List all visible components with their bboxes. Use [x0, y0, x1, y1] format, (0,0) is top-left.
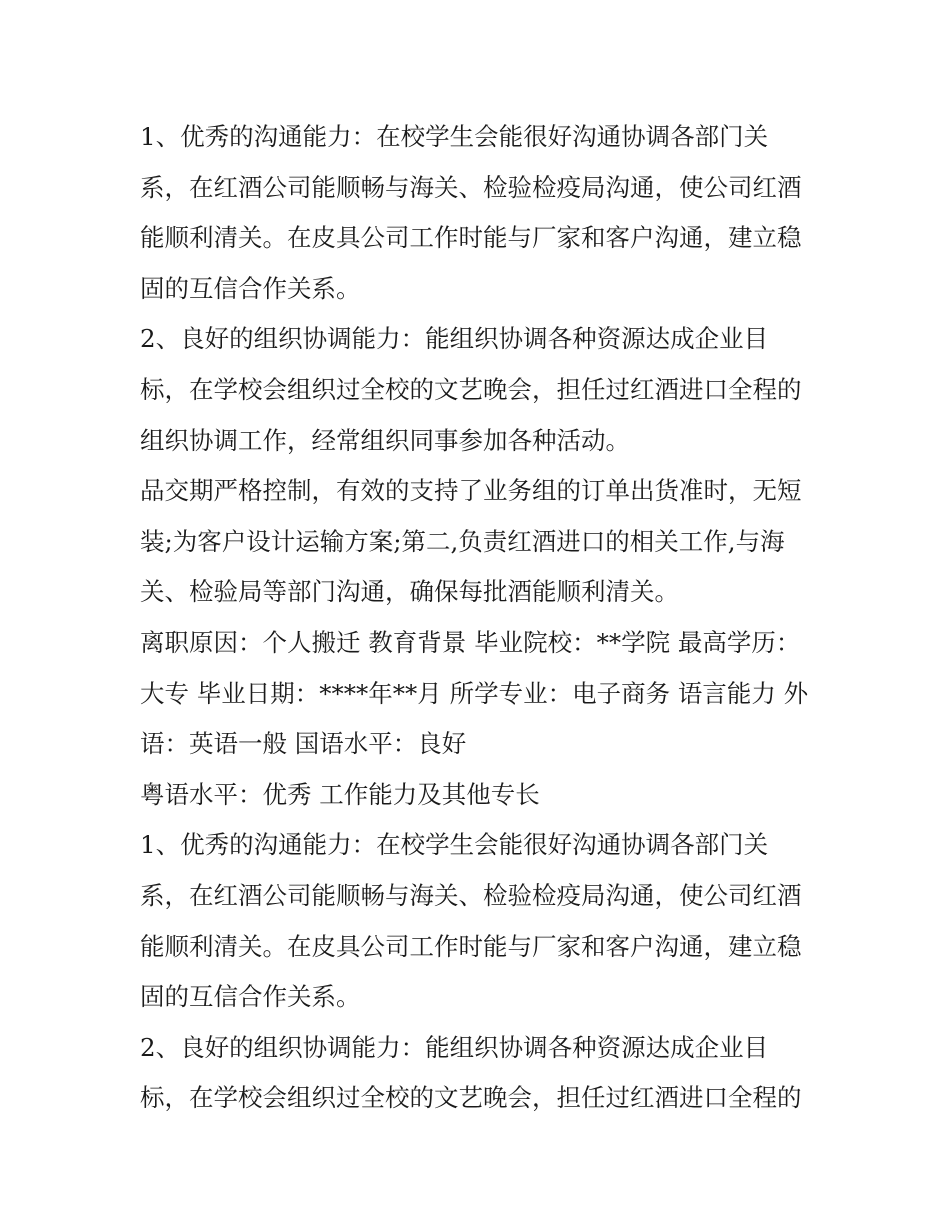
text-line: 系，在红酒公司能顺畅与海关、检验检疫局沟通，使公司红酒 — [140, 172, 802, 202]
text-line: 标，在学校会组织过全校的文艺晚会，担任过红酒进口全程的 — [140, 374, 802, 404]
document-body — [140, 112, 808, 1124]
text-line: 1、优秀的沟通能力：在校学生会能很好沟通协调各部门关 — [140, 830, 769, 860]
text-line: 能顺利清关。在皮具公司工作时能与厂家和客户沟通，建立稳 — [140, 931, 802, 961]
text-line: 标，在学校会组织过全校的文艺晚会，担任过红酒进口全程的 — [140, 1083, 802, 1113]
text-line: 组织协调工作，经常组织同事参加各种活动。 — [140, 425, 630, 455]
text-line: 语：英语一般 国语水平：良好 — [140, 729, 467, 759]
text-line: 2、良好的组织协调能力：能组织协调各种资源达成企业目 — [140, 324, 769, 354]
text-line: 装;为客户设计运输方案;第二,负责红酒进口的相关工作,与海 — [140, 526, 785, 556]
text-line: 固的互信合作关系。 — [140, 273, 361, 303]
text-line: 固的互信合作关系。 — [140, 982, 361, 1012]
text-line: 2、良好的组织协调能力：能组织协调各种资源达成企业目 — [140, 1032, 769, 1062]
text-line: 品交期严格控制，有效的支持了业务组的订单出货准时，无短 — [140, 476, 802, 506]
text-line: 系，在红酒公司能顺畅与海关、检验检疫局沟通，使公司红酒 — [140, 880, 802, 910]
text-line: 离职原因：个人搬迁 教育背景 毕业院校：**学院 最高学历： — [140, 627, 801, 657]
text-line: 1、优秀的沟通能力：在校学生会能很好沟通协调各部门关 — [140, 122, 769, 151]
text-line: 关、检验局等部门沟通，确保每批酒能顺利清关。 — [140, 577, 679, 607]
text-line: 大专 毕业日期：****年**月 所学专业：电子商务 语言能力 外 — [140, 678, 809, 708]
text-line: 能顺利清关。在皮具公司工作时能与厂家和客户沟通，建立稳 — [140, 223, 802, 253]
text-line: 粤语水平：优秀 工作能力及其他专长 — [140, 779, 540, 809]
